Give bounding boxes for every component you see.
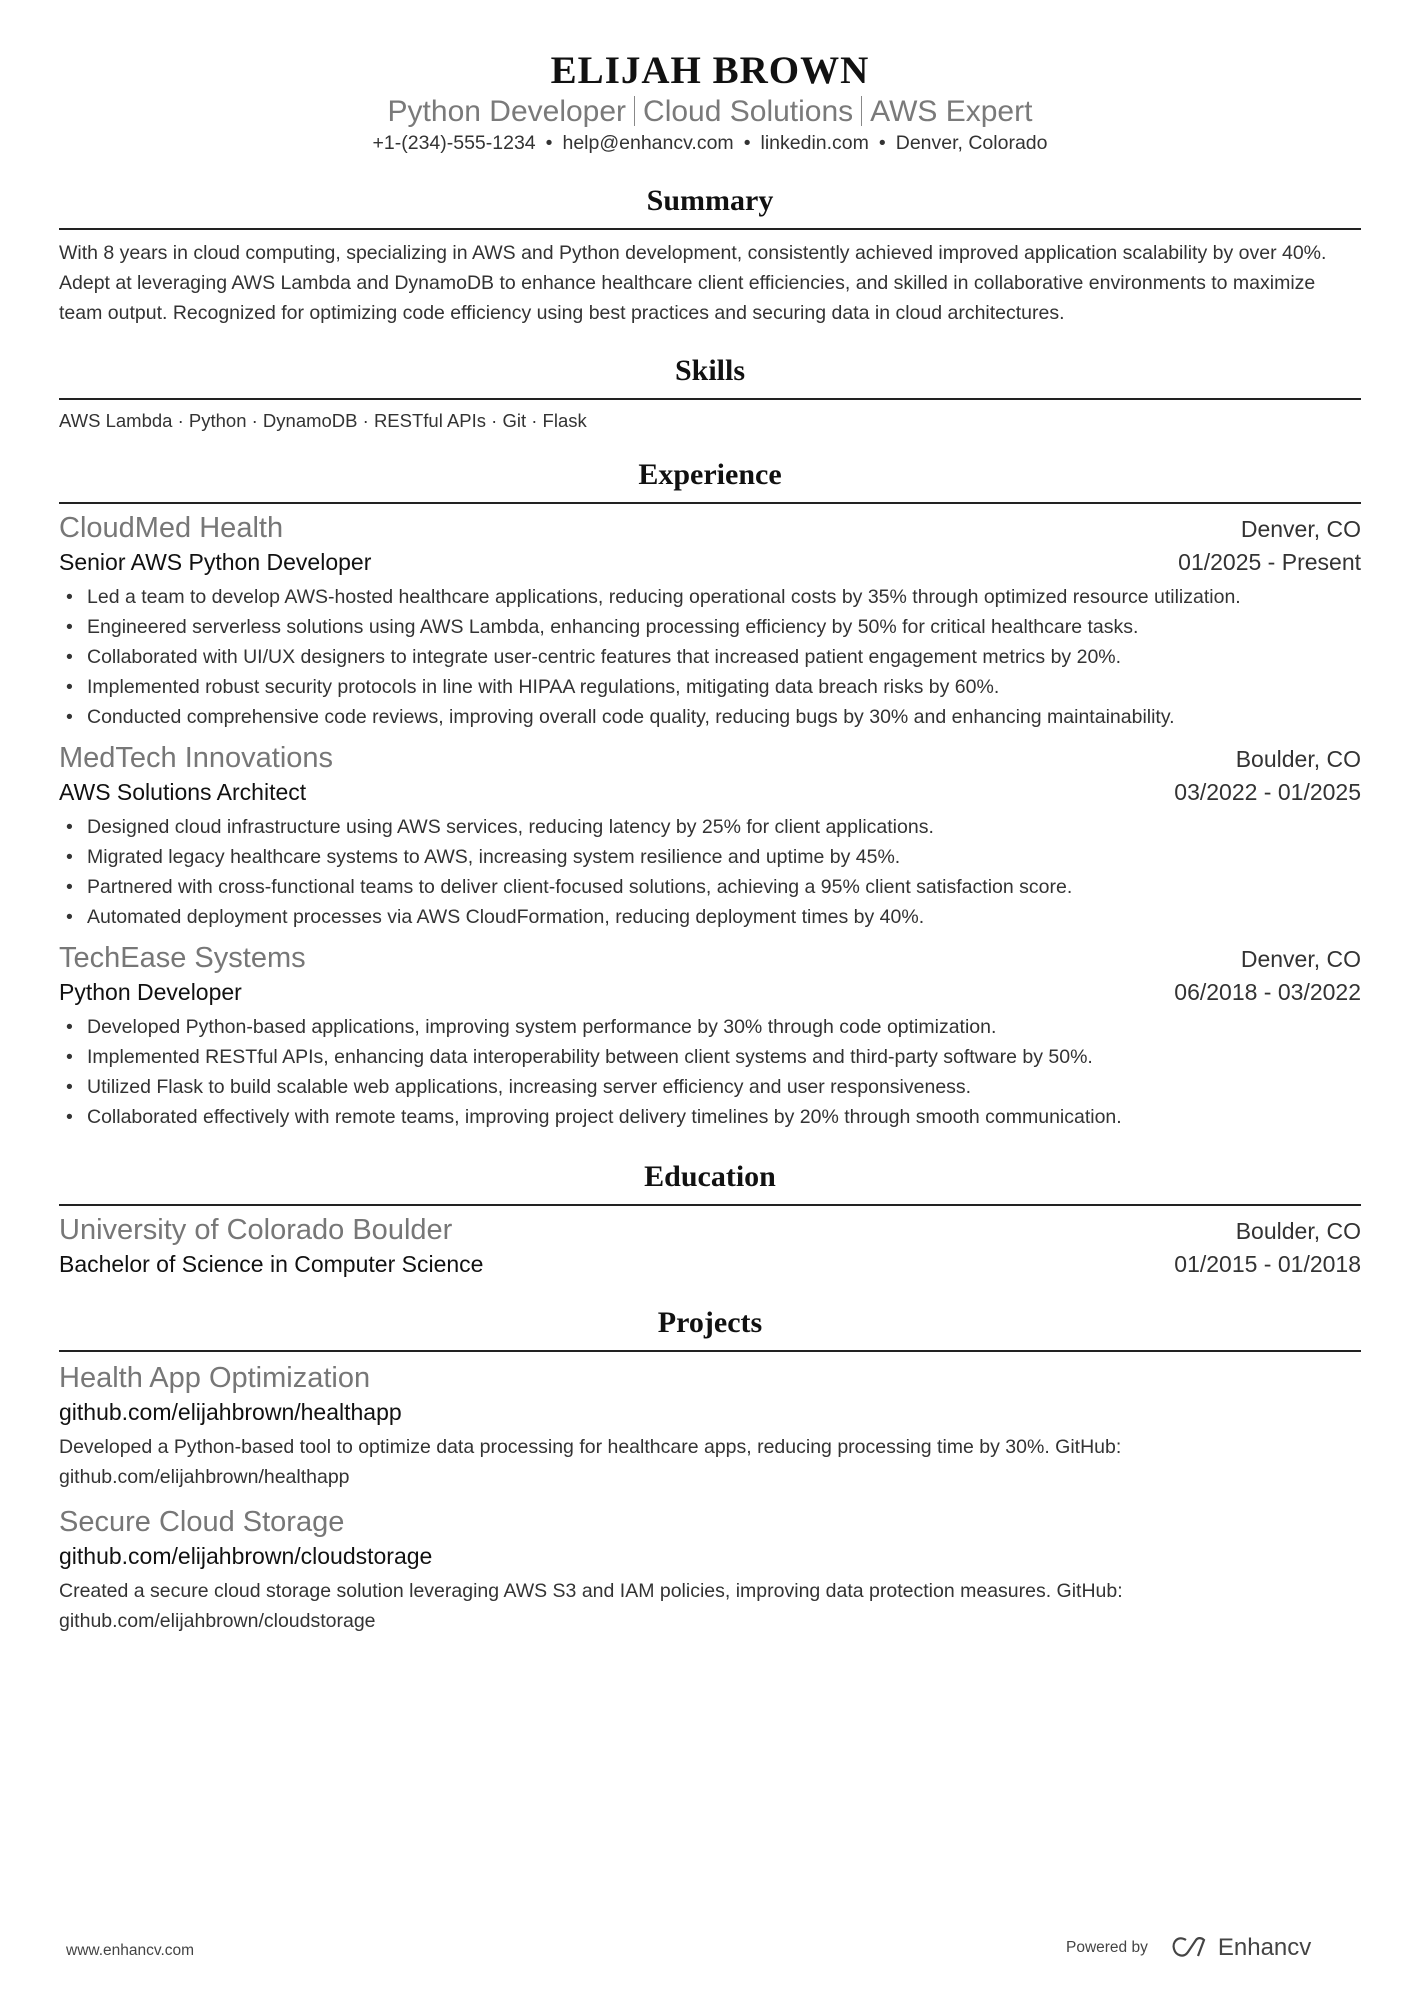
job-entry: [59, 940, 1361, 1132]
job-bullets: [59, 1012, 1361, 1132]
education-dates: 01/2015 - 01/2018: [1174, 1251, 1361, 1277]
bullet-item: • Migrated legacy healthcare systems to AWS, increasing system resilience and uptime by 45%.: [59, 842, 1361, 872]
project-entry: [59, 1360, 1361, 1492]
divider: [634, 96, 635, 126]
contact-info: +1-(234)-555-1234 • help@enhancv.com • linkedin.com • Denver, Colorado: [372, 132, 1048, 154]
job-bullets: [59, 582, 1361, 732]
bullet-item: • Conducted comprehensive code reviews, improving overall code quality, reducing bugs by 30% and enhancing maintainability.: [59, 702, 1361, 732]
job-location: Denver, CO: [1240, 516, 1361, 542]
education-entry: [59, 1212, 1361, 1280]
bullet-item: • Designed cloud infrastructure using AWS services, reducing latency by 25% for client applications.: [59, 812, 1361, 842]
linkedin-link[interactable]: linkedin.com: [760, 132, 869, 154]
experience-list: [59, 510, 1361, 1132]
project-description: Created a secure cloud storage solution leveraging AWS S3 and IAM policies, improving data protection measures. GitHub: github.com/elijahbrown/cloudstorage: [59, 1580, 1123, 1632]
bullet-item: • Automated deployment processes via AWS CloudFormation, reducing deployment times by 40%.: [59, 902, 1361, 932]
bullet-item: • Engineered serverless solutions using AWS Lambda, enhancing processing efficiency by 50% for critical healthcare tasks.: [59, 612, 1361, 642]
brand-name: Enhancv: [1217, 1934, 1312, 1961]
bullet-item: • Implemented robust security protocols in line with HIPAA regulations, mitigating data breach risks by 60%.: [59, 672, 1361, 702]
company-name: TechEase Systems: [59, 942, 306, 974]
headline-item: AWS Expert: [870, 95, 1033, 128]
projects-list: [59, 1360, 1361, 1636]
section-heading-projects: Projects: [59, 1304, 1361, 1352]
job-title: Python Developer: [59, 979, 242, 1005]
job-location: Boulder, CO: [1235, 746, 1361, 772]
job-dates: 03/2022 - 01/2025: [1174, 779, 1361, 805]
bullet-item: • Developed Python-based applications, improving system performance by 30% through code optimization.: [59, 1012, 1361, 1042]
job-bullets: [59, 812, 1361, 932]
school-name: University of Colorado Boulder: [59, 1214, 453, 1246]
phone: +1-(234)-555-1234: [372, 132, 536, 154]
company-name: MedTech Innovations: [59, 742, 334, 774]
section-heading-experience: Experience: [59, 456, 1361, 504]
school-location: Boulder, CO: [1235, 1218, 1361, 1244]
project-description: Developed a Python-based tool to optimize data processing for healthcare apps, reducing processing time by 30%. GitHub: github.com/elijahbrown/healthapp: [59, 1436, 1122, 1488]
headline: [59, 94, 1361, 130]
enhancv-logo[interactable]: [1170, 1934, 1311, 1962]
skills-list: AWS Lambda · Python · DynamoDB · RESTful APIs · Git · Flask: [59, 410, 587, 431]
bullet-item: • Collaborated with UI/UX designers to integrate user-centric features that increased patient engagement metrics by 20%.: [59, 642, 1361, 672]
project-link[interactable]: github.com/elijahbrown/cloudstorage: [59, 1543, 433, 1569]
bullet-item: • Led a team to develop AWS-hosted healthcare applications, reducing operational costs by 35% through optimized resource utilization.: [59, 582, 1361, 612]
divider: [861, 96, 862, 126]
company-name: CloudMed Health: [59, 512, 284, 544]
project-name: Health App Optimization: [59, 1362, 371, 1394]
section-heading-summary: Summary: [59, 182, 1361, 230]
job-location: Denver, CO: [1240, 946, 1361, 972]
footer-website[interactable]: www.enhancv.com: [66, 1942, 195, 1959]
project-link[interactable]: github.com/elijahbrown/healthapp: [59, 1399, 402, 1425]
resume: [59, 0, 1361, 1636]
bullet-item: • Partnered with cross-functional teams to deliver client-focused solutions, achieving a 95% client satisfaction score.: [59, 872, 1361, 902]
job-dates: 01/2025 - Present: [1178, 549, 1361, 575]
job-dates: 06/2018 - 03/2022: [1174, 979, 1361, 1005]
headline-item: Python Developer: [387, 95, 627, 128]
bullet-item: • Implemented RESTful APIs, enhancing data interoperability between client systems and third-party software by 50%.: [59, 1042, 1361, 1072]
job-entry: [59, 510, 1361, 732]
project-name: Secure Cloud Storage: [59, 1506, 345, 1538]
section-heading-education: Education: [59, 1158, 1361, 1206]
enhancv-logo-icon: [1170, 1936, 1210, 1960]
project-entry: [59, 1504, 1361, 1636]
job-title: Senior AWS Python Developer: [59, 549, 372, 575]
headline-item: Cloud Solutions: [643, 95, 854, 128]
bullet-item: • Utilized Flask to build scalable web applications, increasing server efficiency and user responsiveness.: [59, 1072, 1361, 1102]
job-title: AWS Solutions Architect: [59, 779, 307, 805]
email-link[interactable]: help@enhancv.com: [562, 132, 734, 154]
summary-text: With 8 years in cloud computing, specializing in AWS and Python development, consistently achieved improved application scalability by over 40%. Adept at leveraging AWS Lambda and DynamoDB to enhance healthcare client efficiencies, and skilled in collaborative environments to maximize team output. Recognized for optimizing code efficiency using best practices and securing data in cloud architectures.: [59, 242, 1327, 324]
footer-branding: [1066, 1934, 1311, 1962]
bullet-item: • Collaborated effectively with remote teams, improving project delivery timelines by 20% through smooth communication.: [59, 1102, 1361, 1132]
powered-by-label: Powered by: [1066, 1939, 1148, 1956]
job-entry: [59, 740, 1361, 932]
section-heading-skills: Skills: [59, 352, 1361, 400]
degree: Bachelor of Science in Computer Science: [59, 1251, 484, 1277]
location: Denver, Colorado: [895, 132, 1048, 154]
candidate-name: ELIJAH BROWN: [550, 49, 870, 92]
